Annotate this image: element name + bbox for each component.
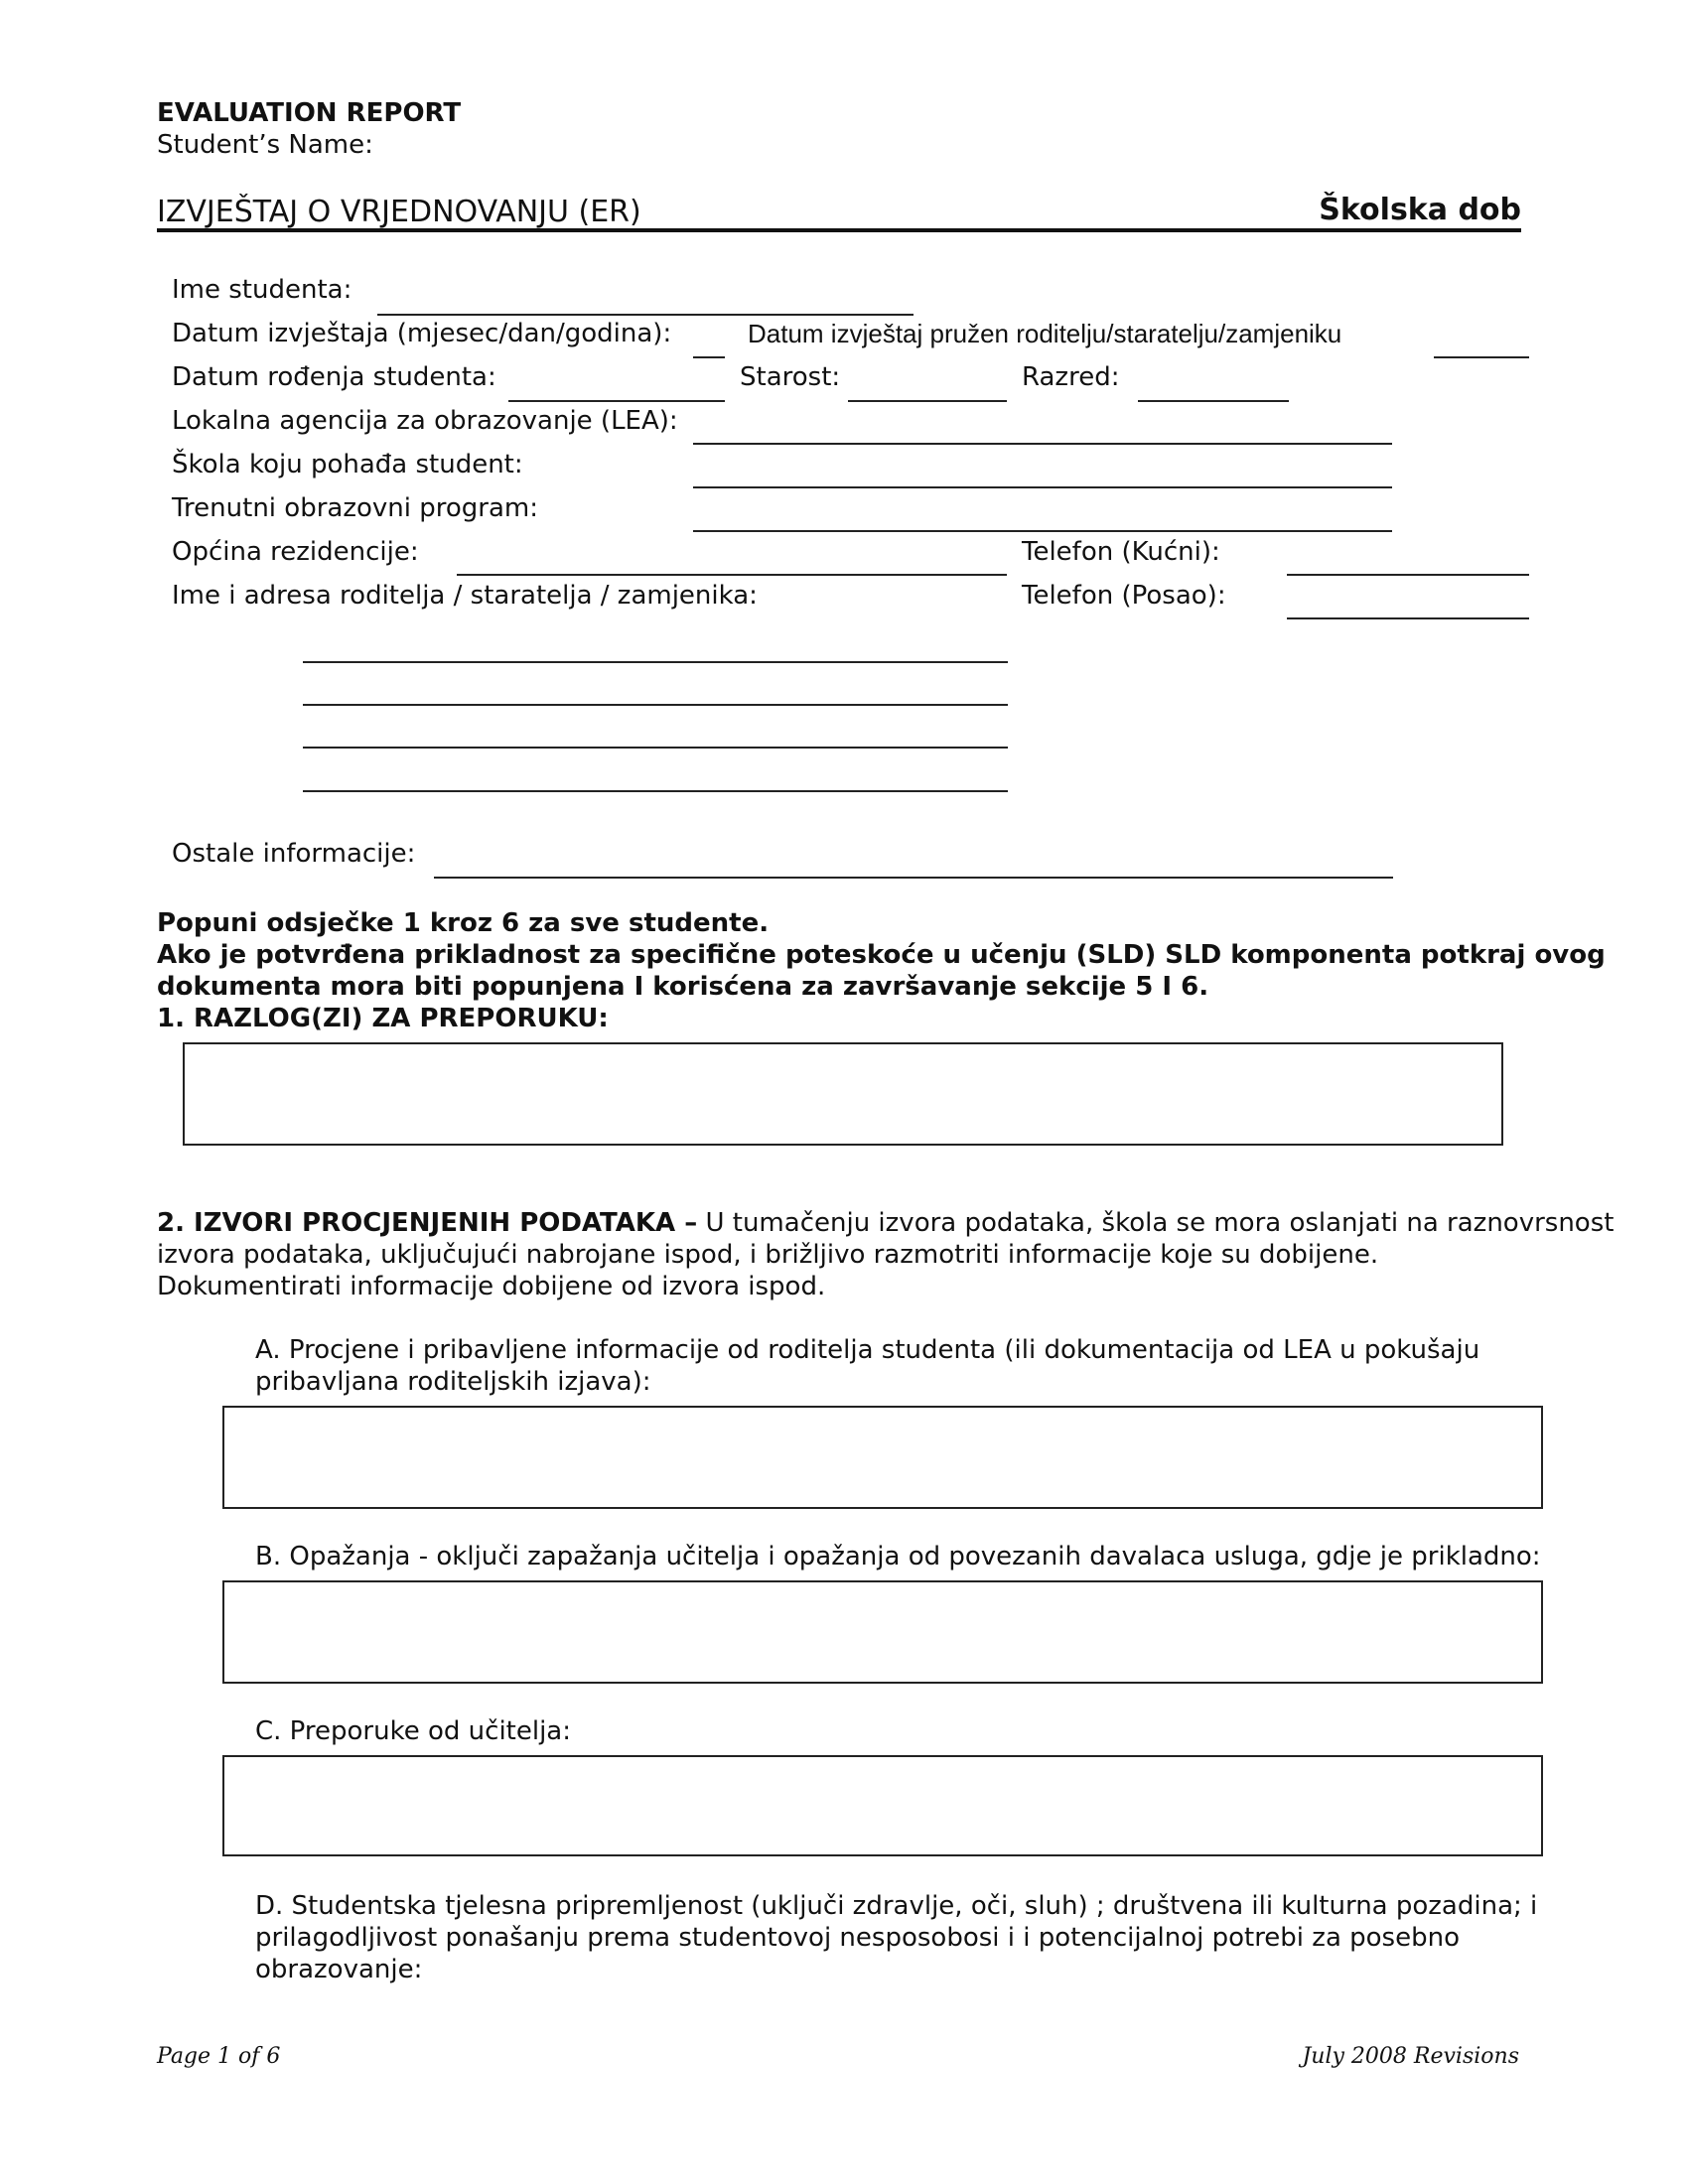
- subsection-a-line-1: A. Procjene i pribavljene informacije od roditelja studenta (ili dokumentacija od LEA u pokušaju: [255, 1335, 1480, 1365]
- home-phone-label: Telefon (Kućni):: [1022, 537, 1220, 567]
- parent-name-address-label: Ime i adresa roditelja / staratelja / zamjenika:: [172, 581, 758, 611]
- form-title: IZVJEŠTAJ O VRJEDNOVANJU (ER): [157, 195, 641, 229]
- report-provided-date-label: Datum izvještaj pružen roditelju/staratelju/zamjeniku: [748, 319, 1342, 348]
- section-2-text-line-3: Dokumentirati informacije dobijene od izvora ispod.: [157, 1272, 826, 1301]
- page-number: Page 1 of 6: [157, 2044, 281, 2069]
- subsection-c: C. Preporuke od učitelja:: [255, 1716, 571, 1746]
- report-date-label: Datum izvještaja (mjesec/dan/godina):: [172, 319, 672, 348]
- student-name-input[interactable]: [377, 314, 914, 316]
- subsection-d-line-1: D. Studentska tjelesna pripremljenost (uključi zdravlje, oči, sluh) ; društvena ili kulturna pozadina; i: [255, 1891, 1538, 1921]
- grade-input[interactable]: [1138, 400, 1289, 402]
- parent-address-line-4[interactable]: [303, 790, 1008, 792]
- school-input[interactable]: [693, 486, 1392, 488]
- birth-date-label: Datum rođenja studenta:: [172, 362, 496, 392]
- report-date-input[interactable]: [693, 356, 725, 358]
- report-title: EVALUATION REPORT: [157, 98, 462, 128]
- section-2-text-line-2: izvora podataka, uključujući nabrojane ispod, i brižljivo razmotriti informacije koje su dobijene.: [157, 1240, 1379, 1270]
- work-phone-input[interactable]: [1287, 617, 1529, 619]
- parent-info-box[interactable]: [222, 1406, 1543, 1509]
- section-2-text-line-1: [157, 1207, 1614, 1239]
- grade-label: Razred:: [1022, 362, 1120, 392]
- subsection-b: B. Opažanja - oključi zapažanja učitelja i opažanja od povezanih davalaca usluga, gdje je prikladno:: [255, 1542, 1541, 1571]
- instruction-line-3: dokumenta mora biti popunjena I korisćena za završavanje sekcije 5 I 6.: [157, 972, 1209, 1002]
- teacher-recommendations-box[interactable]: [222, 1755, 1543, 1856]
- section-2-intro: U tumačenju izvora podataka, škola se mora oslanjati na raznovrsnost: [697, 1208, 1615, 1238]
- work-phone-label: Telefon (Posao):: [1022, 581, 1226, 611]
- birth-date-input[interactable]: [508, 400, 725, 402]
- age-input[interactable]: [848, 400, 1007, 402]
- instruction-line-2: Ako je potvrđena prikladnost za specifične poteskoće u učenju (SLD) SLD komponenta potkraj ovog: [157, 940, 1606, 970]
- school-label: Škola koju pohađa student:: [172, 450, 523, 479]
- instruction-line-1: Popuni odsječke 1 kroz 6 za sve studente.: [157, 908, 770, 938]
- lea-label: Lokalna agencija za obrazovanje (LEA):: [172, 406, 678, 436]
- student-name-label: Student’s Name:: [157, 130, 373, 160]
- home-phone-input[interactable]: [1287, 574, 1529, 576]
- current-program-input[interactable]: [693, 530, 1392, 532]
- age-group-title: Školska dob: [1319, 193, 1521, 227]
- student-name-field-label: Ime studenta:: [172, 275, 352, 305]
- other-info-input[interactable]: [434, 877, 1393, 879]
- parent-address-line-3[interactable]: [303, 747, 1008, 749]
- report-provided-date-input[interactable]: [1434, 356, 1529, 358]
- parent-address-line-2[interactable]: [303, 704, 1008, 706]
- section-1-heading: 1. RAZLOG(ZI) ZA PREPORUKU:: [157, 1004, 609, 1033]
- parent-address-line-1[interactable]: [303, 661, 1008, 663]
- subsection-d-line-2: prilagodljivost ponašanju prema studentovoj nesposobosi i i potencijalnoj potrebi za posebno: [255, 1923, 1460, 1953]
- observations-box[interactable]: [222, 1580, 1543, 1684]
- other-info-label: Ostale informacije:: [172, 839, 416, 869]
- referral-reasons-box[interactable]: [183, 1042, 1503, 1146]
- municipality-label: Općina rezidencije:: [172, 537, 419, 567]
- subsection-a-line-2: pribavljana roditeljskih izjava):: [255, 1367, 651, 1397]
- revision-date: July 2008 Revisions: [1302, 2044, 1519, 2069]
- lea-input[interactable]: [693, 443, 1392, 445]
- age-label: Starost:: [740, 362, 841, 392]
- title-rule: [157, 228, 1521, 232]
- subsection-d-line-3: obrazovanje:: [255, 1955, 423, 1984]
- current-program-label: Trenutni obrazovni program:: [172, 493, 538, 523]
- section-2-heading: 2. IZVORI PROCJENJENIH PODATAKA –: [157, 1208, 698, 1238]
- municipality-input[interactable]: [457, 574, 1007, 576]
